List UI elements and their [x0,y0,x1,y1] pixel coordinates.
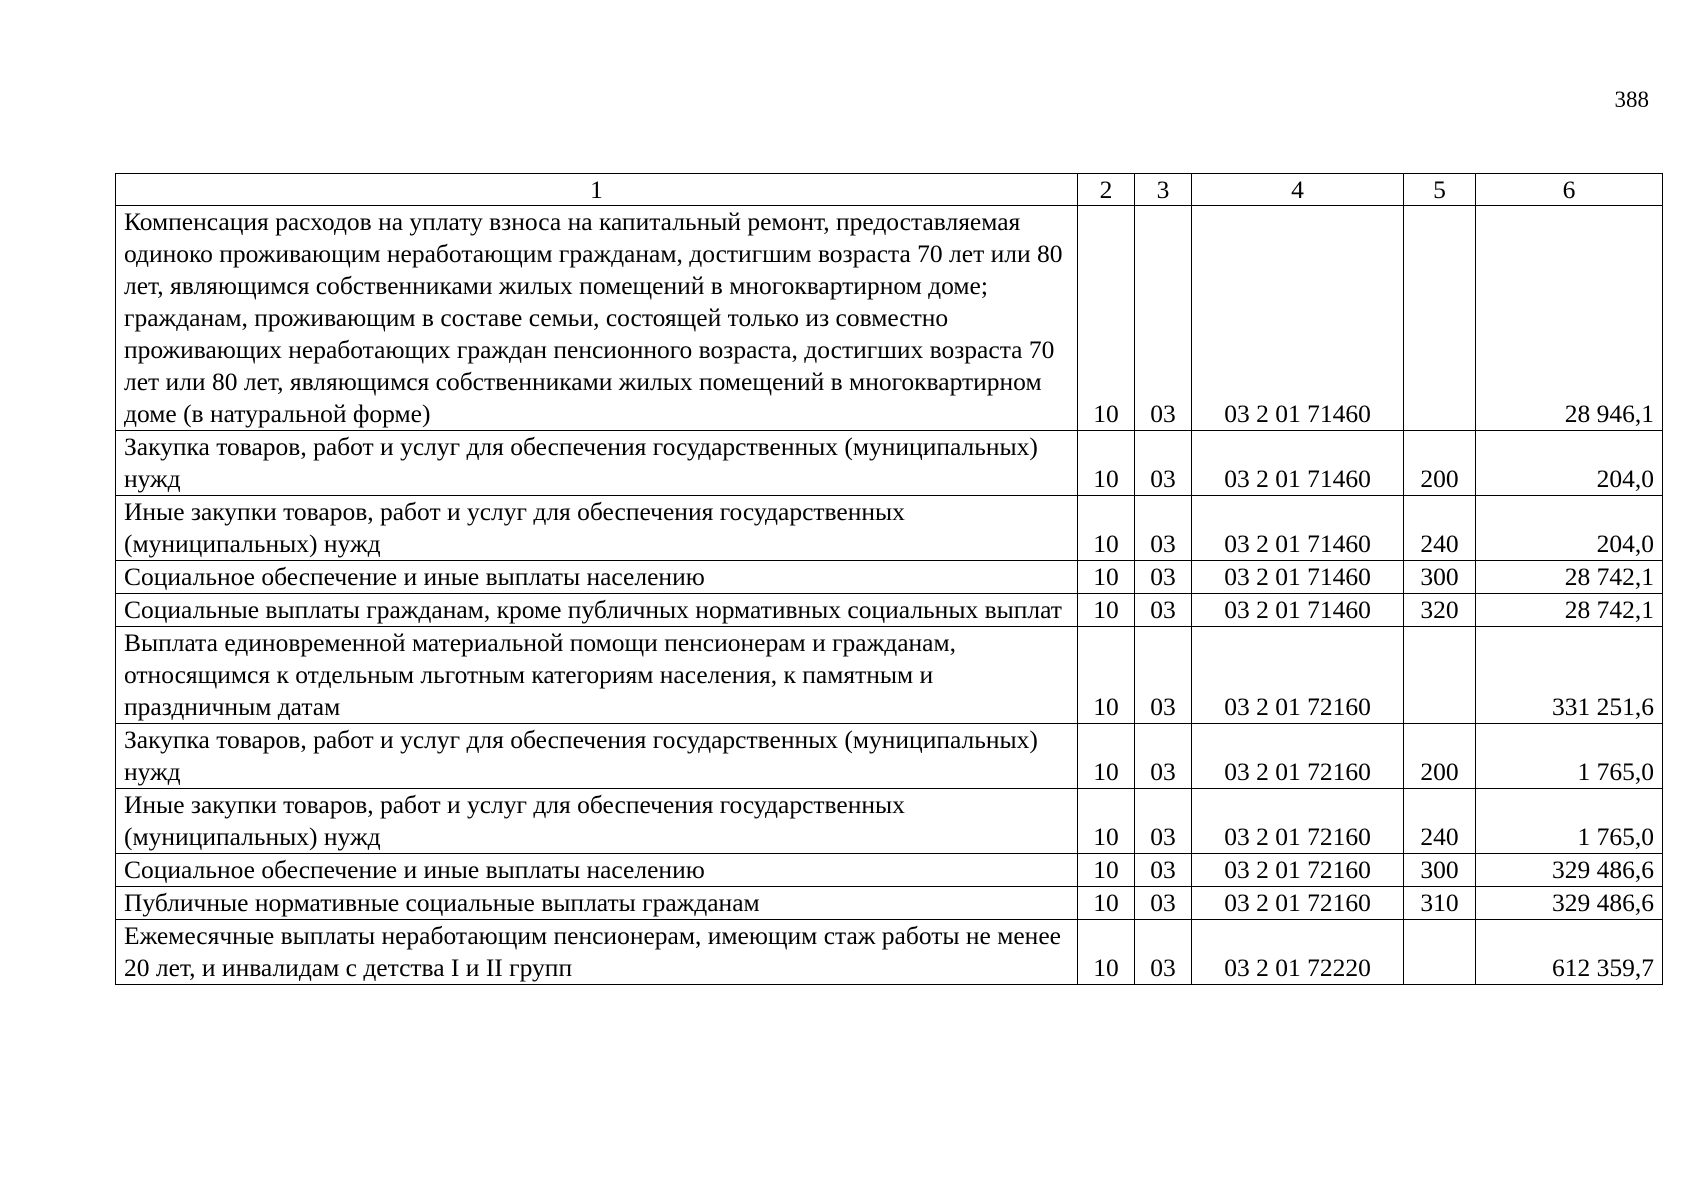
expense-type-code-cell: 200 [1404,724,1476,789]
table-row [116,920,1663,985]
subsection-code-cell: 03 [1135,561,1192,594]
target-article-code-cell: 03 2 01 71460 [1192,431,1404,496]
amount-cell: 28 946,1 [1476,206,1663,431]
target-article-code-cell: 03 2 01 72160 [1192,854,1404,887]
section-code-cell: 10 [1078,627,1135,724]
amount-cell: 1 765,0 [1476,789,1663,854]
expense-type-code-cell [1404,206,1476,431]
amount-cell: 331 251,6 [1476,627,1663,724]
subsection-code-cell: 03 [1135,496,1192,561]
row-name-cell: Ежемесячные выплаты неработающим пенсионерам, имеющим стаж работы не менее 20 лет, и инвалидам с детства I и II групп [116,920,1078,985]
amount-cell: 612 359,7 [1476,920,1663,985]
row-name-cell: Социальное обеспечение и иные выплаты населению [116,854,1078,887]
expense-type-code-cell: 300 [1404,854,1476,887]
section-code-cell: 10 [1078,206,1135,431]
table-row [116,561,1663,594]
table-row [116,627,1663,724]
subsection-code-cell: 03 [1135,789,1192,854]
amount-cell: 204,0 [1476,496,1663,561]
amount-cell: 28 742,1 [1476,594,1663,627]
table-row [116,594,1663,627]
table-row [116,854,1663,887]
target-article-code-cell: 03 2 01 72160 [1192,724,1404,789]
target-article-code-cell: 03 2 01 72160 [1192,627,1404,724]
column-header: 2 [1078,174,1135,206]
table-row [116,887,1663,920]
table-row [116,724,1663,789]
subsection-code-cell: 03 [1135,854,1192,887]
table-row [116,496,1663,561]
subsection-code-cell: 03 [1135,206,1192,431]
column-header: 5 [1404,174,1476,206]
subsection-code-cell: 03 [1135,431,1192,496]
subsection-code-cell: 03 [1135,627,1192,724]
target-article-code-cell: 03 2 01 71460 [1192,496,1404,561]
expense-type-code-cell [1404,920,1476,985]
column-header: 4 [1192,174,1404,206]
target-article-code-cell: 03 2 01 71460 [1192,206,1404,431]
target-article-code-cell: 03 2 01 72160 [1192,789,1404,854]
section-code-cell: 10 [1078,920,1135,985]
row-name-cell: Иные закупки товаров, работ и услуг для обеспечения государственных (муниципальных) нужд [116,789,1078,854]
target-article-code-cell: 03 2 01 71460 [1192,594,1404,627]
table-row [116,789,1663,854]
section-code-cell: 10 [1078,887,1135,920]
section-code-cell: 10 [1078,724,1135,789]
row-name-cell: Социальные выплаты гражданам, кроме публичных нормативных социальных выплат [116,594,1078,627]
section-code-cell: 10 [1078,594,1135,627]
row-name-cell: Закупка товаров, работ и услуг для обеспечения государственных (муниципальных) нужд [116,724,1078,789]
expense-type-code-cell: 310 [1404,887,1476,920]
page-number: 388 [1614,87,1649,112]
table-header-row [116,174,1663,206]
table-row [116,431,1663,496]
section-code-cell: 10 [1078,561,1135,594]
amount-cell: 329 486,6 [1476,854,1663,887]
section-code-cell: 10 [1078,854,1135,887]
section-code-cell: 10 [1078,789,1135,854]
amount-cell: 1 765,0 [1476,724,1663,789]
expense-type-code-cell: 240 [1404,496,1476,561]
row-name-cell: Социальное обеспечение и иные выплаты населению [116,561,1078,594]
expense-type-code-cell: 240 [1404,789,1476,854]
table-row [116,206,1663,431]
amount-cell: 204,0 [1476,431,1663,496]
row-name-cell: Публичные нормативные социальные выплаты гражданам [116,887,1078,920]
row-name-cell: Выплата единовременной материальной помощи пенсионерам и гражданам, относящимся к отдельным льготным категориям населения, к памятным и праздничным датам [116,627,1078,724]
expense-type-code-cell: 200 [1404,431,1476,496]
subsection-code-cell: 03 [1135,594,1192,627]
amount-cell: 329 486,6 [1476,887,1663,920]
column-header: 3 [1135,174,1192,206]
column-header: 6 [1476,174,1663,206]
subsection-code-cell: 03 [1135,887,1192,920]
target-article-code-cell: 03 2 01 72220 [1192,920,1404,985]
section-code-cell: 10 [1078,496,1135,561]
row-name-cell: Компенсация расходов на уплату взноса на капитальный ремонт, предоставляемая одиноко проживающим неработающим гражданам, достигшим возраста 70 лет или 80 лет, являющимся собственниками жилых помещений в многоквартирном доме; гражданам, проживающим в составе семьи, состоящей только из совместно проживающих неработающих граждан пенсионного возраста, достигших возраста 70 лет или 80 лет, являющимся собственниками жилых помещений в многоквартирном доме (в натуральной форме) [116,206,1078,431]
row-name-cell: Закупка товаров, работ и услуг для обеспечения государственных (муниципальных) нужд [116,431,1078,496]
subsection-code-cell: 03 [1135,724,1192,789]
section-code-cell: 10 [1078,431,1135,496]
expense-type-code-cell: 300 [1404,561,1476,594]
amount-cell: 28 742,1 [1476,561,1663,594]
expense-type-code-cell: 320 [1404,594,1476,627]
budget-table [115,173,1663,985]
column-header: 1 [116,174,1078,206]
expense-type-code-cell [1404,627,1476,724]
subsection-code-cell: 03 [1135,920,1192,985]
row-name-cell: Иные закупки товаров, работ и услуг для обеспечения государственных (муниципальных) нужд [116,496,1078,561]
target-article-code-cell: 03 2 01 71460 [1192,561,1404,594]
target-article-code-cell: 03 2 01 72160 [1192,887,1404,920]
